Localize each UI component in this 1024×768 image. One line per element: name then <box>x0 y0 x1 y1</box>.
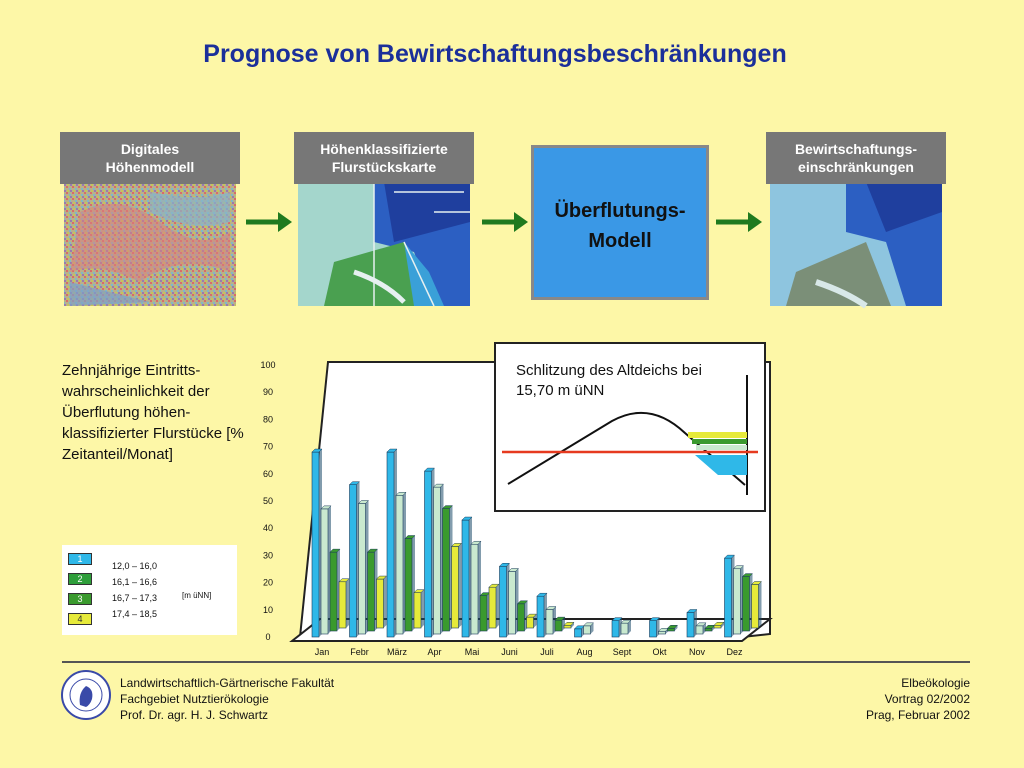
x-tick-label: Jan <box>314 647 330 657</box>
legend-swatch-3: 3 <box>68 593 92 605</box>
bar <box>480 596 487 631</box>
y-tick-label: 90 <box>262 387 274 398</box>
bar <box>696 626 703 634</box>
y-tick-label: 30 <box>262 550 274 561</box>
legend-range-3: 16,7 – 17,3 <box>112 593 158 603</box>
inset-text-line2: 15,70 m üNN <box>516 382 605 399</box>
bar <box>575 629 582 637</box>
x-tick-label: Sept <box>612 647 632 657</box>
y-tick-label: 20 <box>262 577 274 588</box>
bar <box>387 452 394 637</box>
bar <box>396 495 403 634</box>
legend-range-1: 12,0 – 16,0 <box>112 561 158 571</box>
flood-model-line2: Modell <box>588 230 652 252</box>
y-tick-label: 100 <box>260 360 276 370</box>
bar-side <box>459 543 462 628</box>
bar <box>527 617 534 628</box>
footer-department: Fachgebiet Nutztierökologie <box>120 692 269 706</box>
y-tick-label: 80 <box>262 414 274 425</box>
bar <box>668 628 675 631</box>
bar <box>405 539 412 631</box>
legend-swatch-4: 4 <box>68 613 92 625</box>
bar <box>359 503 366 634</box>
bar <box>752 584 759 628</box>
footer-faculty: Landwirtschaftlich-Gärtnerische Fakultät <box>120 676 335 690</box>
bar <box>434 487 441 634</box>
bar-chart <box>240 335 780 660</box>
restrictions-label: Bewirtschaftungs-einschränkungen <box>766 132 946 184</box>
dike-inset <box>495 343 765 511</box>
x-tick-label: Febr <box>350 647 369 657</box>
bar <box>650 621 657 637</box>
parcel-map-label: Höhenklassifizierte Flurstückskarte <box>294 132 474 184</box>
arrow-icon <box>480 208 530 236</box>
legend-swatch-1: 1 <box>68 553 92 565</box>
x-tick-label: Okt <box>652 647 667 657</box>
chart-description: Zehnjährige Eintritts-wahrscheinlichkeit der Überflutung höhen-klassifizierter Flurstücke [% Zeitanteil/Monat] <box>62 362 244 463</box>
bar <box>705 628 712 631</box>
bar <box>714 625 721 628</box>
bar <box>452 546 459 628</box>
bar <box>471 544 478 634</box>
y-tick-label: 70 <box>262 441 274 452</box>
x-tick-label: Juni <box>501 647 518 657</box>
inset-text-line1: Schlitzung des Altdeichs bei <box>516 362 702 379</box>
bar <box>725 558 732 637</box>
legend-swatch-2: 2 <box>68 573 92 585</box>
level-band-4 <box>688 432 747 438</box>
bar <box>425 471 432 637</box>
level-band-2 <box>696 445 747 450</box>
footer-professor: Prof. Dr. agr. H. J. Schwartz <box>120 708 269 722</box>
bar <box>659 631 666 634</box>
footer-talk: Vortrag 02/2002 <box>884 692 970 706</box>
dem-label: Digitales Höhenmodell <box>60 132 240 184</box>
bar <box>489 587 496 628</box>
bar <box>612 621 619 637</box>
arrow-icon <box>714 208 764 236</box>
page-title: Prognose von Bewirtschaftungsbeschränkungen <box>203 40 787 68</box>
x-tick-label: Aug <box>576 647 593 657</box>
flood-model-line1: Überflutungs- <box>554 200 686 222</box>
bar <box>621 623 628 634</box>
dem-panel <box>60 132 240 310</box>
bar <box>734 569 741 634</box>
flood-model-label <box>534 196 706 256</box>
bar <box>584 626 591 634</box>
y-tick-label: 0 <box>265 632 271 642</box>
y-tick-label: 60 <box>262 468 274 479</box>
bar <box>414 593 421 628</box>
bar <box>462 520 469 637</box>
footer-right <box>760 675 970 723</box>
bar <box>339 582 346 628</box>
bar <box>518 604 525 631</box>
x-tick-label: Nov <box>688 647 706 657</box>
arrow-icon <box>244 208 294 236</box>
bar-side <box>421 590 424 628</box>
bar <box>377 579 384 628</box>
y-tick-label: 50 <box>262 496 274 506</box>
footer-left <box>120 675 334 723</box>
bar <box>312 452 319 637</box>
bar-side <box>346 579 349 628</box>
bar <box>564 625 571 628</box>
legend-range-4: 17,4 – 18,5 <box>112 609 158 619</box>
university-seal-icon <box>60 669 112 721</box>
bar <box>546 610 553 634</box>
bar <box>330 552 337 631</box>
bar <box>350 485 357 637</box>
bar-side <box>384 576 387 628</box>
x-tick-label: Juli <box>540 647 554 657</box>
bar <box>687 613 694 637</box>
bar <box>500 566 507 637</box>
bar <box>443 509 450 631</box>
parcel-map-panel <box>294 132 474 310</box>
y-tick-label: 40 <box>262 523 274 534</box>
bar <box>743 577 750 631</box>
footer-divider <box>62 661 970 663</box>
legend-range-2: 16,1 – 16,6 <box>112 577 158 587</box>
legend-unit: [m üNN] <box>182 591 212 600</box>
x-tick-label: Apr <box>427 647 442 657</box>
footer-place-date: Prag, Februar 2002 <box>865 708 970 722</box>
bar-side <box>759 581 762 628</box>
bar <box>321 509 328 634</box>
footer-topic: Elbeökologie <box>901 676 970 690</box>
flood-model-box <box>531 145 709 300</box>
bar <box>368 552 375 631</box>
x-tick-label: März <box>387 647 407 657</box>
restrictions-panel <box>766 132 946 310</box>
bar <box>555 620 562 631</box>
chart-legend <box>62 545 237 635</box>
level-band-3 <box>692 439 747 444</box>
x-tick-label: Mai <box>464 647 480 657</box>
bar <box>537 596 544 637</box>
bar <box>509 571 516 634</box>
y-tick-label: 10 <box>262 604 274 615</box>
x-tick-label: Dez <box>726 647 743 657</box>
bar-side <box>496 584 499 628</box>
